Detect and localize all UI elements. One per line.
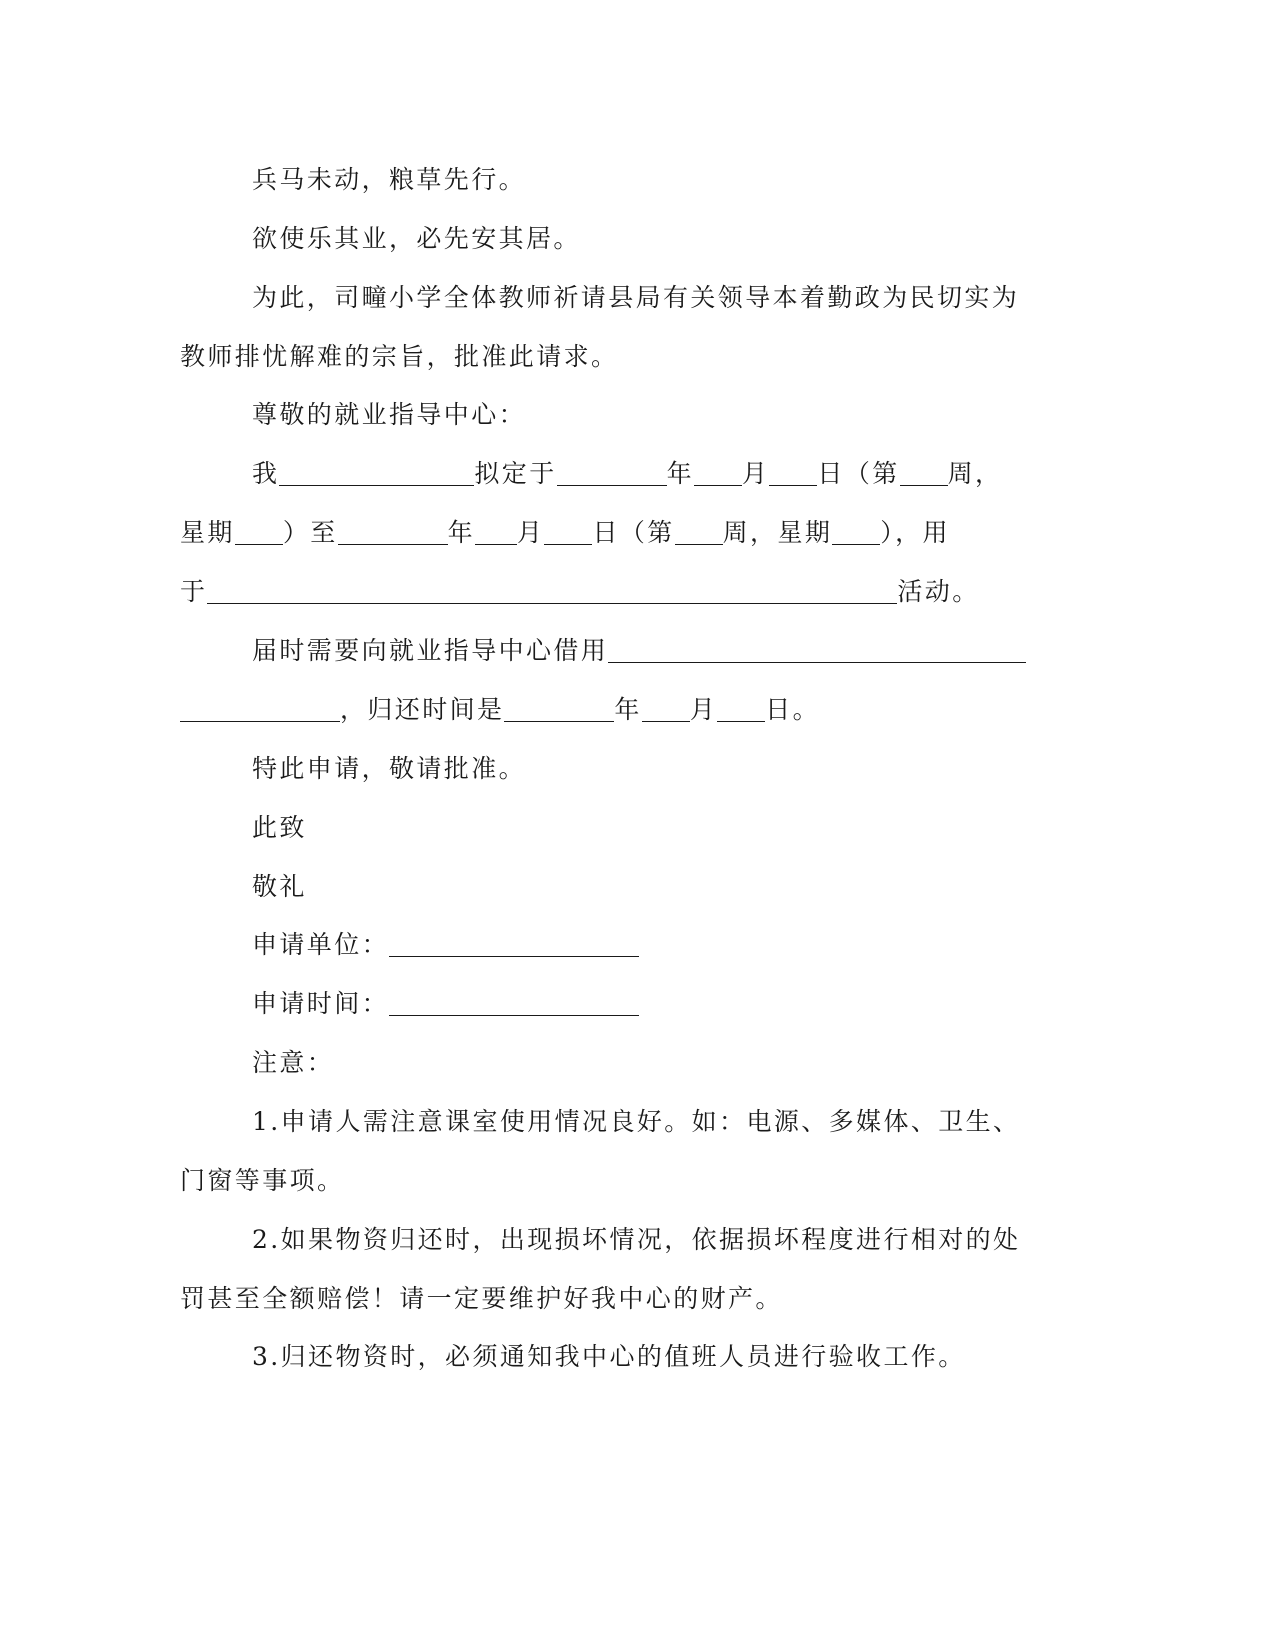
notes-heading: 注意： bbox=[252, 1048, 335, 1077]
form-line bbox=[252, 633, 1060, 669]
text-fragment: ），用 bbox=[880, 518, 950, 547]
text-fragment: 活动。 bbox=[897, 577, 980, 606]
text-fragment: 周，星期 bbox=[722, 518, 833, 547]
paragraph-line: 欲使乐其业，必先安其居。 bbox=[252, 224, 581, 253]
text-fragment: 星期 bbox=[180, 518, 235, 547]
form-line bbox=[252, 927, 1060, 963]
blank-field-return-month[interactable] bbox=[642, 695, 690, 722]
blank-field-borrow-items[interactable] bbox=[608, 636, 1026, 663]
blank-field-return-day[interactable] bbox=[717, 695, 765, 722]
blank-field-week[interactable] bbox=[675, 518, 723, 545]
blank-field-unit[interactable] bbox=[389, 930, 639, 957]
field-label-time: 申请时间： bbox=[252, 989, 390, 1018]
text-fragment: ，归还时间是 bbox=[340, 695, 505, 724]
note-line: 门窗等事项。 bbox=[180, 1166, 345, 1195]
blank-field-year[interactable] bbox=[338, 518, 448, 545]
text-fragment: 周， bbox=[947, 459, 1003, 488]
closing-line: 此致 bbox=[252, 813, 307, 842]
note-line: 2.如果物资归还时，出现损坏情况，依据损坏程度进行相对的处 bbox=[252, 1225, 1021, 1254]
text-fragment: 于 bbox=[180, 577, 208, 606]
blank-field-year[interactable] bbox=[557, 459, 667, 486]
blank-field-weekday[interactable] bbox=[832, 518, 880, 545]
form-line bbox=[180, 515, 1060, 551]
text-fragment: 日。 bbox=[765, 695, 821, 724]
text-fragment: 拟定于 bbox=[474, 459, 557, 488]
blank-field-applicant[interactable] bbox=[279, 459, 474, 486]
text-fragment: 月 bbox=[742, 459, 770, 488]
paragraph-line: 特此申请，敬请批准。 bbox=[252, 754, 527, 783]
blank-field-borrow-items-cont[interactable] bbox=[180, 695, 340, 722]
text-fragment: ）至 bbox=[282, 518, 338, 547]
salutation: 尊敬的就业指导中心： bbox=[252, 400, 527, 429]
text-fragment: 我 bbox=[252, 459, 280, 488]
blank-field-week[interactable] bbox=[900, 459, 948, 486]
form-line bbox=[252, 986, 1060, 1022]
closing-line: 敬礼 bbox=[252, 872, 307, 901]
text-fragment: 日（第 bbox=[592, 518, 675, 547]
text-fragment: 年 bbox=[666, 459, 695, 488]
text-fragment: 年 bbox=[447, 518, 476, 547]
blank-field-month[interactable] bbox=[475, 518, 517, 545]
blank-field-day[interactable] bbox=[769, 459, 817, 486]
text-fragment: 日（第 bbox=[817, 459, 900, 488]
text-fragment: 月 bbox=[517, 518, 545, 547]
text-fragment: 年 bbox=[614, 695, 642, 724]
blank-field-day[interactable] bbox=[544, 518, 592, 545]
text-fragment: 月 bbox=[689, 695, 718, 724]
blank-field-weekday[interactable] bbox=[235, 518, 283, 545]
form-line bbox=[180, 574, 1060, 610]
blank-field-return-year[interactable] bbox=[504, 695, 614, 722]
paragraph-line: 为此，司疃小学全体教师祈请县局有关领导本着勤政为民切实为 bbox=[252, 283, 1020, 312]
blank-field-activity[interactable] bbox=[207, 577, 897, 604]
paragraph-line: 兵马未动，粮草先行。 bbox=[252, 165, 527, 194]
note-line: 1.申请人需注意课室使用情况良好。如：电源、多媒体、卫生、 bbox=[252, 1107, 1021, 1136]
text-fragment: 届时需要向就业指导中心借用 bbox=[252, 636, 609, 665]
note-line: 罚甚至全额赔偿！请一定要维护好我中心的财产。 bbox=[180, 1284, 783, 1313]
note-line: 3.归还物资时，必须通知我中心的值班人员进行验收工作。 bbox=[252, 1342, 966, 1371]
form-line bbox=[252, 456, 1060, 492]
blank-field-month[interactable] bbox=[694, 459, 742, 486]
field-label-unit: 申请单位： bbox=[252, 930, 390, 959]
form-line bbox=[180, 692, 1060, 728]
paragraph-line: 教师排忧解难的宗旨，批准此请求。 bbox=[180, 342, 619, 371]
blank-field-time[interactable] bbox=[389, 989, 639, 1016]
